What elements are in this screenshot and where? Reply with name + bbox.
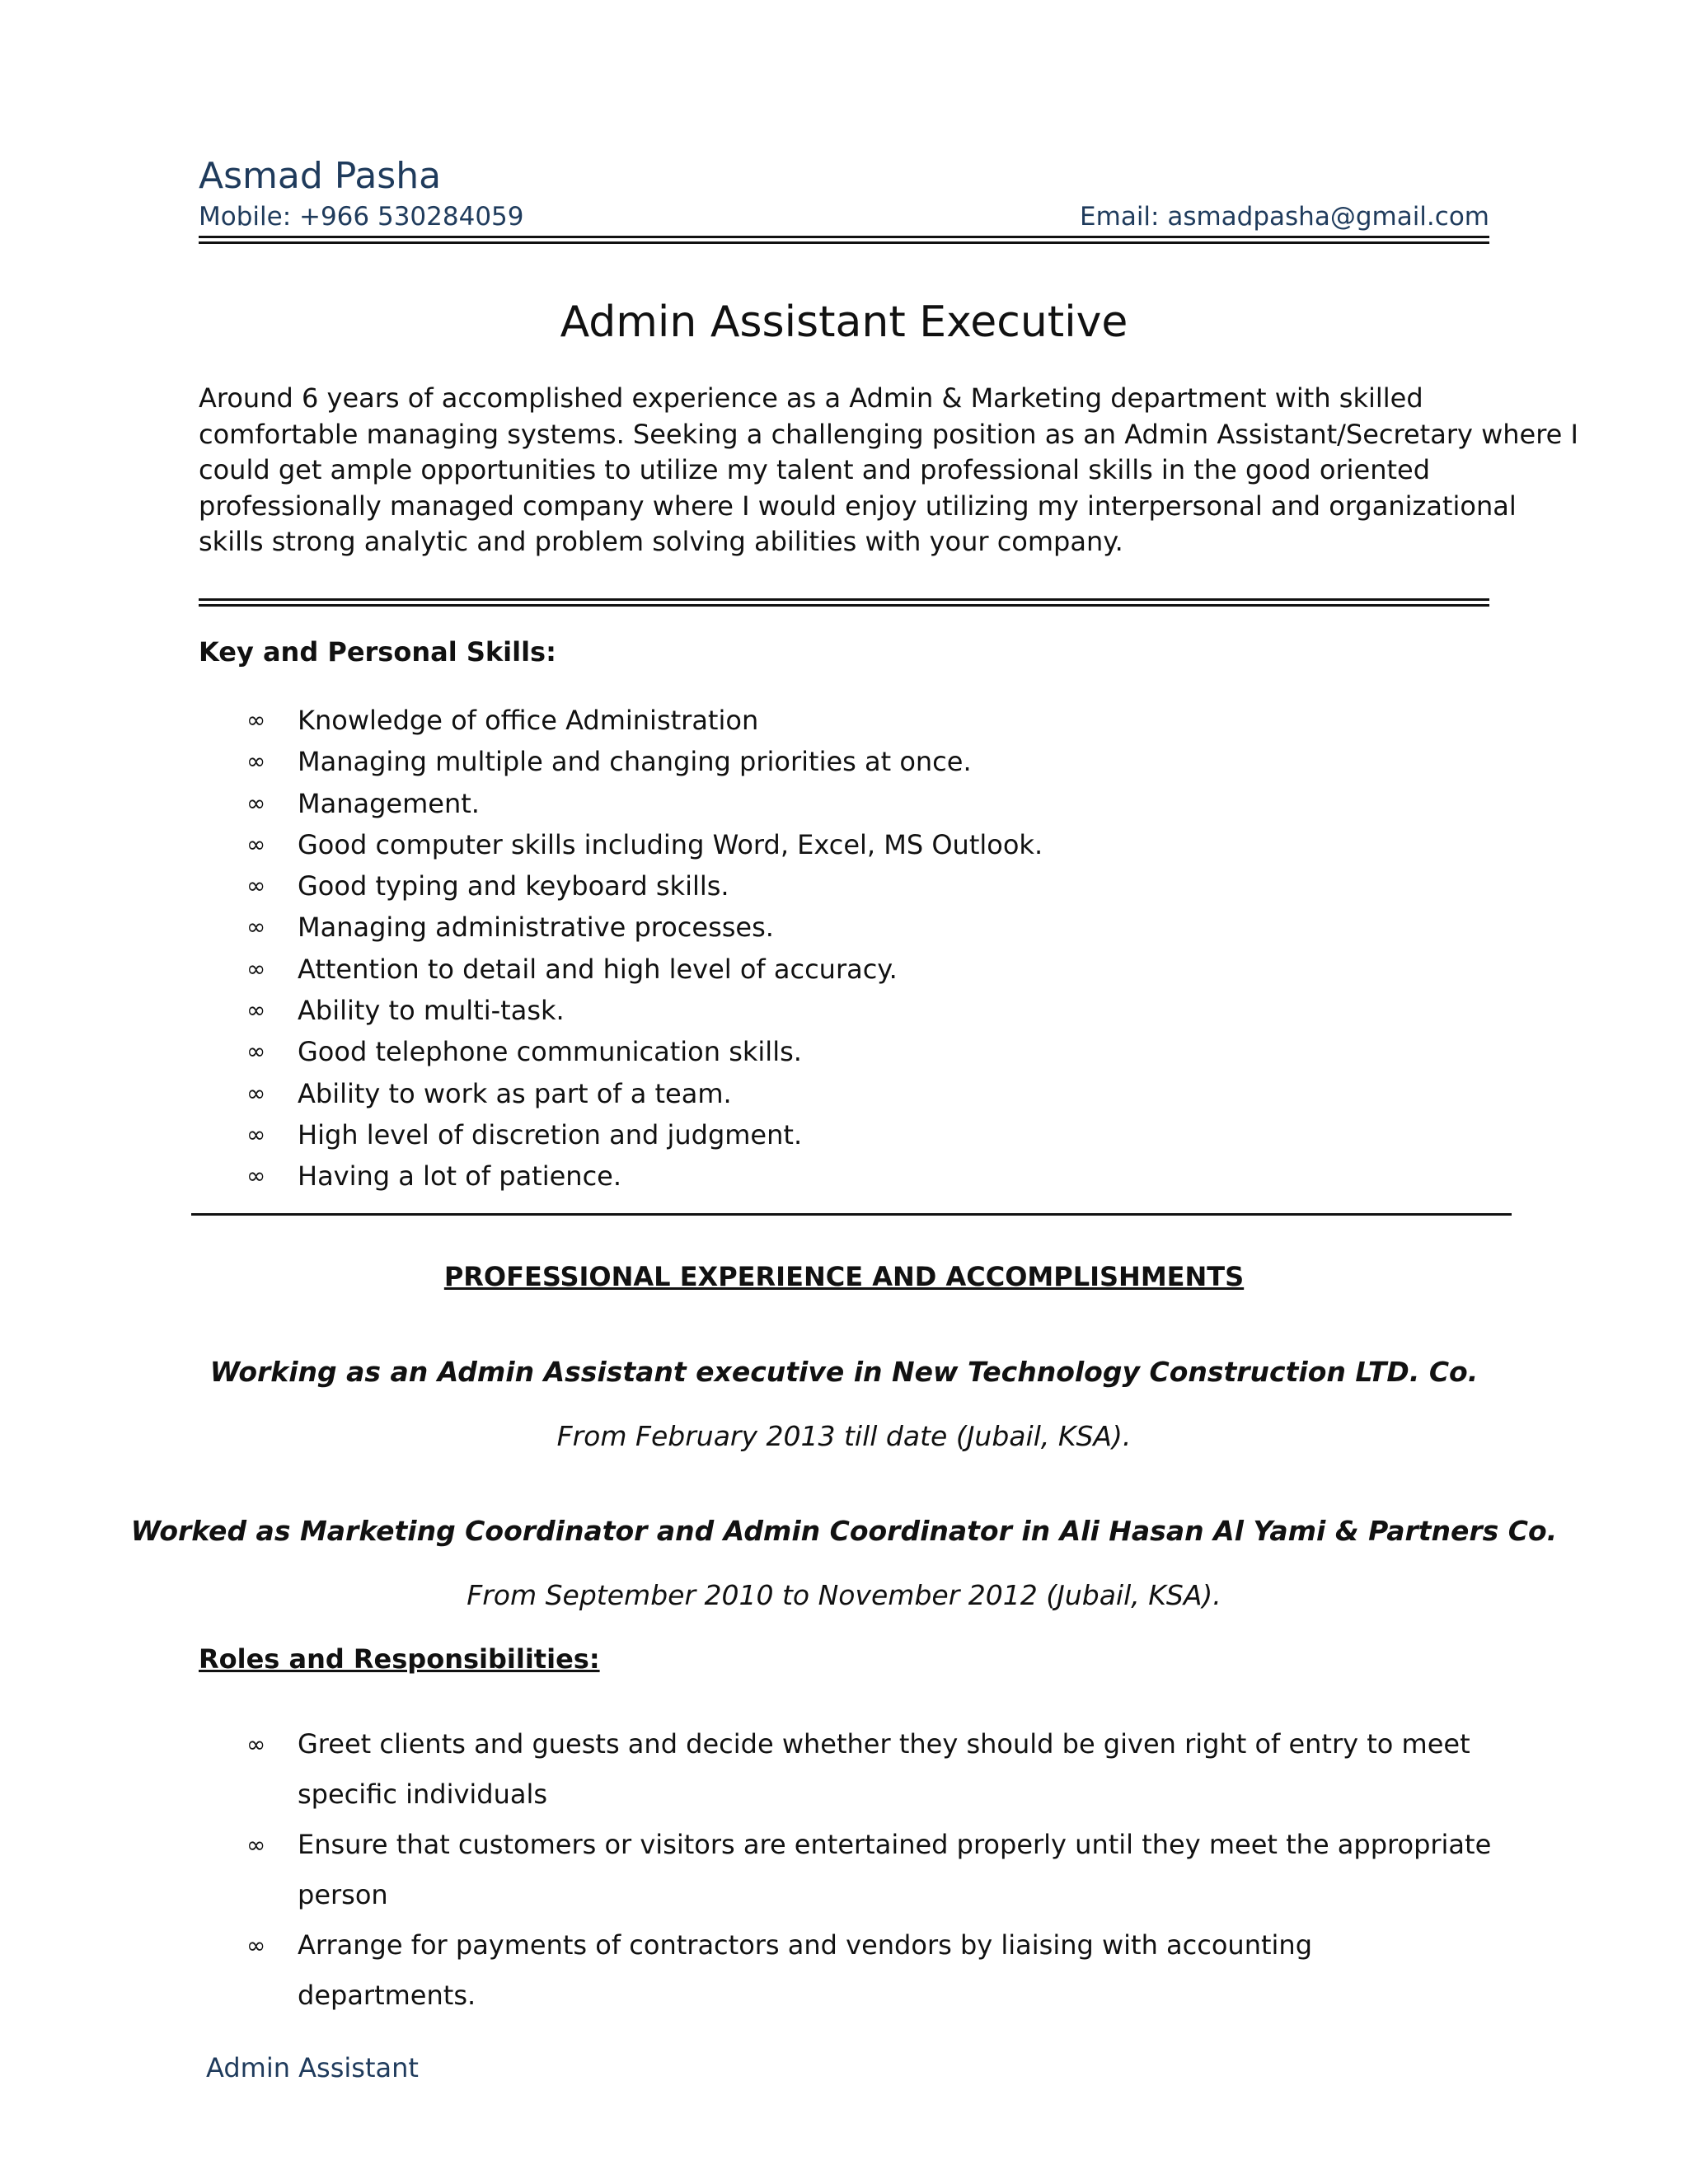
- infinity-bullet-icon: ∞: [246, 1932, 266, 1959]
- skill-text: Having a lot of patience.: [298, 1160, 622, 1193]
- infinity-bullet-icon: ∞: [246, 1831, 266, 1858]
- job-period: From September 2010 to November 2012 (Jubail, KSA).: [467, 1579, 1221, 1611]
- infinity-bullet-icon: ∞: [246, 872, 266, 900]
- infinity-bullet-icon: ∞: [246, 1079, 266, 1107]
- summary-line: skills strong analytic and problem solving abilities with your company.: [199, 526, 1123, 557]
- list-item: [199, 1920, 1493, 2021]
- page-footer: Admin Assistant: [206, 2052, 419, 2083]
- infinity-bullet-icon: ∞: [246, 1038, 266, 1066]
- summary-line: comfortable managing systems. Seeking a challenging position as an Admin Assistant/Secretary where I: [199, 418, 1578, 450]
- skill-text: Ability to work as part of a team.: [298, 1077, 732, 1109]
- infinity-bullet-icon: ∞: [246, 789, 266, 817]
- skill-text: Management.: [298, 787, 480, 819]
- infinity-bullet-icon: ∞: [246, 954, 266, 982]
- skills-list: [199, 702, 1493, 1200]
- summary-divider: [199, 598, 1489, 607]
- list-item: [199, 1076, 1493, 1117]
- job-title: Worked as Marketing Coordinator and Admin Coordinator in Ali Hasan Al Yami & Partners Co.: [130, 1515, 1558, 1547]
- skill-text: Good computer skills including Word, Excel, MS Outlook.: [298, 828, 1043, 860]
- summary-paragraph: [199, 381, 1578, 560]
- summary-line: could get ample opportunities to utilize my talent and professional skills in the good oriented: [199, 454, 1431, 485]
- skill-text: Attention to detail and high level of accuracy.: [298, 953, 898, 985]
- skill-text: Good typing and keyboard skills.: [298, 870, 729, 902]
- list-item: [199, 1117, 1493, 1158]
- list-item: [199, 868, 1493, 909]
- list-item: [199, 1719, 1493, 1820]
- job-title: Working as an Admin Assistant executive in New Technology Construction LTD. Co.: [209, 1356, 1479, 1388]
- infinity-bullet-icon: ∞: [246, 1731, 266, 1758]
- skills-heading: Key and Personal Skills:: [199, 636, 556, 668]
- skills-divider: [191, 1213, 1512, 1216]
- email-address: Email: asmadpasha@gmail.com: [1080, 202, 1489, 232]
- page-title: Admin Assistant Executive: [560, 298, 1128, 347]
- list-item: [199, 1033, 1493, 1075]
- infinity-bullet-icon: ∞: [246, 1162, 266, 1190]
- job-period: From February 2013 till date (Jubail, KSA).: [556, 1420, 1132, 1452]
- summary-line: Around 6 years of accomplished experience as a Admin & Marketing department with skilled: [199, 382, 1423, 414]
- skill-text: Managing administrative processes.: [298, 912, 774, 944]
- infinity-bullet-icon: ∞: [246, 748, 266, 776]
- infinity-bullet-icon: ∞: [246, 830, 266, 858]
- list-item: [199, 1158, 1493, 1199]
- infinity-bullet-icon: ∞: [246, 706, 266, 733]
- skill-text: Managing multiple and changing priorities at once.: [298, 746, 972, 778]
- contact-row: [199, 202, 1489, 235]
- skill-text: High level of discretion and judgment.: [298, 1118, 803, 1151]
- experience-heading: PROFESSIONAL EXPERIENCE AND ACCOMPLISHMENTS: [443, 1261, 1245, 1292]
- roles-heading: Roles and Responsibilities:: [199, 1643, 600, 1675]
- list-item: [199, 702, 1493, 743]
- list-item: [199, 909, 1493, 950]
- skill-text: Ability to multi-task.: [298, 995, 565, 1027]
- list-item: [199, 785, 1493, 827]
- role-text: Greet clients and guests and decide whether they should be given right of entry to meet specific individuals: [298, 1728, 1470, 1810]
- list-item: [199, 951, 1493, 992]
- infinity-bullet-icon: ∞: [246, 913, 266, 941]
- header-divider: [199, 236, 1489, 244]
- role-text: Ensure that customers or visitors are entertained properly until they meet the appropriate person: [298, 1829, 1492, 1910]
- skill-text: Good telephone communication skills.: [298, 1036, 802, 1068]
- role-text: Arrange for payments of contractors and vendors by liaising with accounting departments.: [298, 1929, 1312, 2011]
- summary-line: professionally managed company where I would enjoy utilizing my interpersonal and organizational: [199, 490, 1517, 522]
- list-item: [199, 827, 1493, 868]
- skill-text: Knowledge of office Administration: [298, 705, 759, 736]
- list-item: [199, 992, 1493, 1033]
- mobile-number: Mobile: +966 530284059: [199, 202, 524, 232]
- list-item: [199, 1820, 1493, 1920]
- roles-list: [199, 1719, 1493, 2021]
- list-item: [199, 743, 1493, 785]
- infinity-bullet-icon: ∞: [246, 1120, 266, 1148]
- infinity-bullet-icon: ∞: [246, 996, 266, 1024]
- candidate-name: Asmad Pasha: [199, 155, 442, 197]
